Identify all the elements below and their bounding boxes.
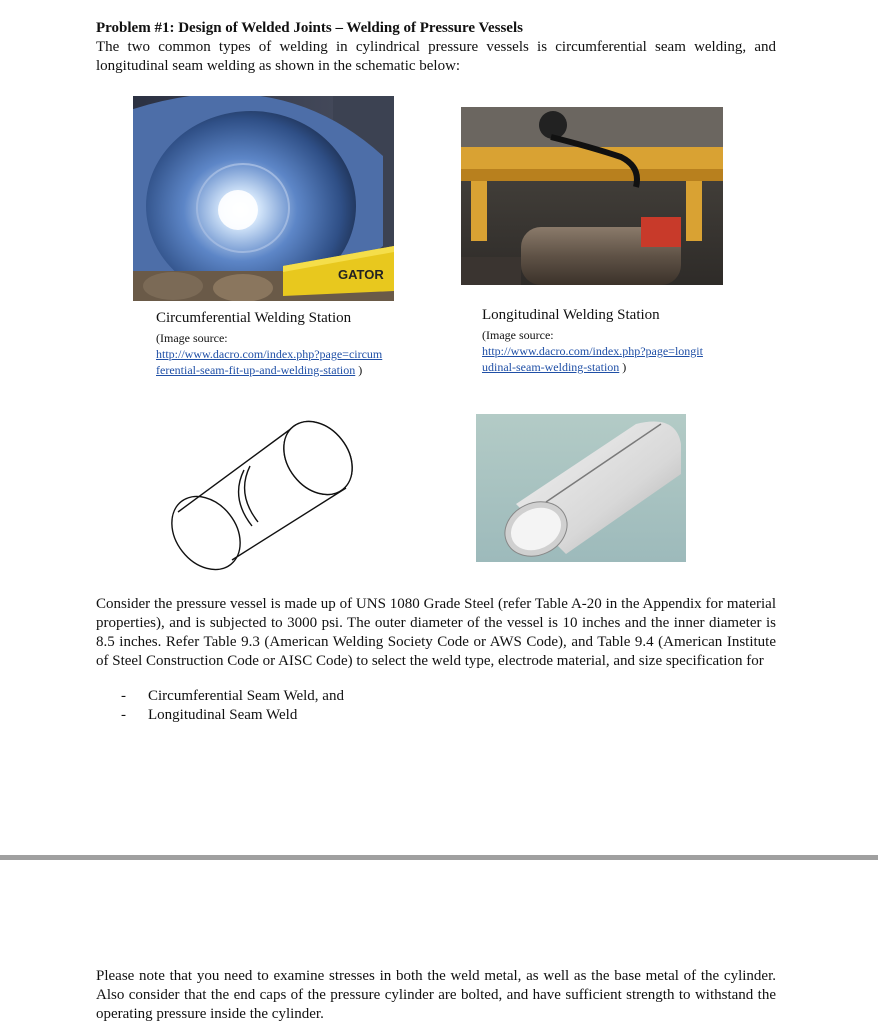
- longitudinal-source-link[interactable]: http://www.dacro.com/index.php?page=longitudinal-seam-welding-station: [482, 344, 703, 374]
- circumferential-source-suffix: ): [358, 363, 363, 377]
- circumferential-welding-photo: [133, 96, 394, 301]
- longitudinal-caption-title: Longitudinal Welding Station: [482, 307, 660, 323]
- page-divider: [0, 855, 878, 860]
- circumferential-seam-diagram: [170, 410, 360, 575]
- problem-description: Consider the pressure vessel is made up of UNS 1080 Grade Steel (refer Table A-20 in the Appendix for material properties), and is subjected to 3000 psi. The outer diameter of the vessel is 10 inches and the inner diameter is 8.5 inches. Refer Table 9.3 (American Welding Society Code or AWS Code), and Table 9.4 (American Institute of Steel Construction Code or AISC Code) to select the weld type, electrode material, and size specification for: [96, 596, 776, 669]
- longitudinal-source-prefix: (Image source:: [482, 328, 554, 342]
- list-item: - Longitudinal Seam Weld: [96, 706, 776, 725]
- longitudinal-source: [482, 327, 704, 375]
- circumferential-source-prefix: (Image source:: [156, 331, 228, 345]
- gator-sign-text: GATOR: [338, 267, 384, 282]
- circumferential-caption-title: Circumferential Welding Station: [156, 310, 352, 326]
- circumferential-source: [156, 330, 386, 378]
- list-item: - Circumferential Seam Weld, and: [96, 687, 776, 706]
- weld-list: [96, 687, 776, 725]
- intro-paragraph: The two common types of welding in cylindrical pressure vessels is circumferential seam welding, and longitudinal seam welding as shown in the schematic below:: [96, 39, 776, 74]
- longitudinal-seam-render: [476, 414, 686, 562]
- problem-title: Problem #1: Design of Welded Joints – Welding of Pressure Vessels: [96, 20, 523, 36]
- longitudinal-welding-photo: [461, 107, 723, 285]
- longitudinal-source-suffix: ): [622, 360, 627, 374]
- note-paragraph: Please note that you need to examine stresses in both the weld metal, as well as the base metal of the cylinder. Also consider that the end caps of the pressure cylinder are bolted, and have sufficient strength to withstand the operating pressure inside the cylinder.: [96, 968, 776, 1022]
- circumferential-source-link[interactable]: http://www.dacro.com/index.php?page=circumferential-seam-fit-up-and-welding-station: [156, 347, 383, 377]
